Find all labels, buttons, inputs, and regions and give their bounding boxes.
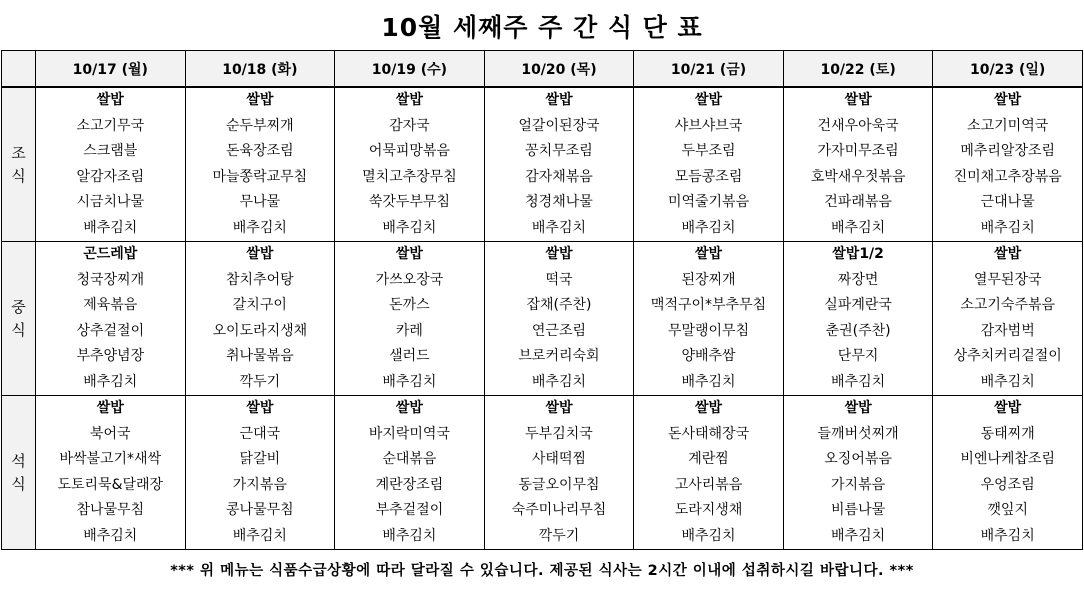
menu-item: 돈까스 [389, 297, 430, 313]
menu-item: 비름나물 [831, 502, 886, 518]
menu-item: 쌀밥 [695, 246, 723, 262]
menu-item: 마늘쫑락교무침 [212, 168, 308, 185]
menu-item: 계란찜 [688, 451, 729, 467]
menu-item: 들깨버섯찌개 [817, 425, 899, 442]
menu-cell [335, 396, 485, 550]
menu-item: 우엉조림 [980, 476, 1035, 493]
menu-item: 닭갈비 [239, 451, 281, 467]
menu-item: 숙주미나리무침 [511, 502, 607, 518]
menu-item: 짜장면 [837, 271, 879, 288]
menu-cell [933, 242, 1083, 396]
menu-cell [484, 396, 634, 550]
menu-item: 배추김치 [681, 219, 736, 236]
menu-item: 연근조림 [531, 322, 587, 339]
menu-item: 참치추어탕 [226, 271, 294, 288]
menu-cell [185, 396, 335, 550]
meal-label: 중 식 [2, 242, 36, 396]
menu-item: 건새우아욱국 [817, 117, 899, 134]
menu-cell [634, 87, 784, 242]
menu-item: 춘권(주찬) [825, 322, 891, 339]
menu-item: 제육볶음 [83, 297, 138, 313]
menu-item: 샤브샤브국 [674, 117, 743, 134]
menu-item: 꽁치무조림 [525, 143, 593, 159]
menu-item: 동글오이무침 [518, 476, 600, 493]
menu-item: 잡채(주찬) [526, 297, 592, 313]
menu-item: 쌀밥 [545, 400, 573, 416]
menu-item: 고사리볶음 [674, 476, 743, 493]
menu-item: 배추김치 [382, 527, 437, 544]
menu-item: 양배추쌈 [681, 348, 736, 364]
menu-item: 곤드레밥 [83, 246, 138, 262]
menu-item: 호박새우젓볶음 [810, 168, 906, 185]
menu-item: 배추김치 [232, 527, 287, 544]
menu-cell [783, 242, 933, 396]
menu-item: 바지락미역국 [368, 425, 450, 442]
day-header: 10/22 (토) [783, 51, 933, 88]
menu-item: 순두부찌개 [226, 117, 294, 134]
menu-item: 취나물볶음 [226, 348, 294, 364]
menu-item: 배추김치 [831, 373, 886, 390]
menu-item: 쌀밥 [96, 92, 124, 108]
menu-item: 열무된장국 [973, 271, 1042, 288]
header-corner [2, 51, 36, 88]
menu-item: 청국장찌개 [76, 271, 145, 288]
menu-item: 참나물무침 [76, 502, 145, 518]
menu-item: 알감자조림 [76, 168, 145, 185]
day-header: 10/17 (월) [36, 51, 186, 88]
menu-item: 동태찌개 [980, 425, 1035, 442]
menu-item: 카레 [395, 322, 423, 339]
meal-row-dinner [2, 396, 1083, 550]
menu-item: 얼갈이된장국 [518, 117, 600, 134]
menu-item: 배추김치 [531, 219, 587, 236]
menu-item: 맥적구이*부추무침 [650, 297, 767, 313]
menu-item: 가자미무조림 [817, 143, 899, 159]
menu-item: 소고기무국 [76, 117, 145, 134]
day-header: 10/19 (수) [335, 51, 485, 88]
menu-item: 진미채고추장볶음 [953, 168, 1062, 185]
menu-cell [36, 242, 186, 396]
menu-item: 배추김치 [681, 527, 736, 544]
menu-item: 순대볶음 [382, 451, 437, 467]
menu-item: 깻잎지 [987, 502, 1028, 518]
menu-item: 오이도라지생채 [212, 322, 308, 339]
menu-item: 배추김치 [83, 219, 138, 236]
menu-item: 쌀밥 [695, 92, 723, 108]
menu-item: 깍두기 [538, 527, 580, 544]
menu-item: 미역줄기볶음 [667, 194, 750, 210]
menu-item: 쌀밥 [545, 246, 573, 262]
menu-item: 쌀밥 [395, 246, 423, 262]
menu-item: 도라지생채 [674, 502, 743, 518]
menu-item: 바싹불고기*새싹 [59, 451, 162, 467]
menu-item: 쑥갓두부무침 [368, 194, 450, 210]
menu-item: 쌀밥 [844, 92, 872, 108]
menu-item: 배추김치 [382, 373, 437, 390]
menu-cell [36, 87, 186, 242]
menu-item: 가지볶음 [232, 476, 287, 493]
day-header: 10/23 (일) [933, 51, 1083, 88]
menu-item: 북어국 [89, 425, 131, 442]
menu-item: 상추치커리겉절이 [953, 348, 1062, 364]
menu-item: 쌀밥 [246, 400, 274, 416]
menu-cell [933, 396, 1083, 550]
menu-item: 된장찌개 [681, 271, 736, 288]
menu-item: 배추김치 [83, 527, 138, 544]
menu-item: 쌀밥 [96, 400, 124, 416]
menu-item: 쌀밥 [994, 400, 1022, 416]
menu-item: 도토리묵&달래장 [57, 476, 164, 493]
meal-row-lunch [2, 242, 1083, 396]
menu-item: 쌀밥 [395, 400, 423, 416]
menu-item: 근대국 [239, 425, 281, 442]
menu-item: 실파계란국 [824, 297, 892, 313]
menu-item: 배추김치 [83, 373, 138, 390]
menu-cell [933, 87, 1083, 242]
menu-item: 무나물 [239, 194, 281, 210]
menu-item: 무말랭이무침 [667, 322, 750, 339]
menu-cell [185, 87, 335, 242]
menu-item: 배추김치 [980, 373, 1035, 390]
menu-item: 상추겉절이 [76, 322, 145, 339]
day-header: 10/20 (목) [484, 51, 634, 88]
menu-item: 부추겉절이 [375, 502, 444, 518]
menu-item: 배추김치 [531, 373, 587, 390]
menu-item: 갈치구이 [232, 297, 287, 313]
footer-note: *** 위 메뉴는 식품수급상황에 따라 달라질 수 있습니다. 제공된 식사는 2시간 이내에 섭취하시길 바랍니다. *** [170, 563, 914, 579]
menu-item: 배추김치 [980, 219, 1035, 236]
meal-label: 석 식 [2, 396, 36, 550]
menu-item: 스크램블 [83, 143, 138, 159]
menu-cell [335, 242, 485, 396]
menu-item: 감자범벅 [980, 322, 1035, 339]
meal-label: 조 식 [2, 87, 36, 242]
menu-item: 샐러드 [389, 348, 430, 364]
menu-item: 쌀밥 [246, 92, 274, 108]
menu-item: 청경채나물 [525, 194, 593, 210]
menu-item: 돈육장조림 [226, 143, 294, 159]
weekly-menu-table [1, 50, 1083, 550]
menu-item: 배추김치 [232, 219, 287, 236]
menu-cell [783, 87, 933, 242]
menu-item: 쌀밥 [395, 92, 423, 108]
day-header: 10/18 (화) [185, 51, 335, 88]
menu-cell [634, 396, 784, 550]
meal-row-breakfast [2, 87, 1083, 242]
menu-item: 배추김치 [382, 219, 437, 236]
menu-cell [634, 242, 784, 396]
menu-item: 쌀밥 [994, 246, 1022, 262]
menu-item: 배추김치 [831, 527, 886, 544]
page-title: 10월 세째주 주 간 식 단 표 [381, 13, 703, 42]
menu-item: 두부김치국 [525, 425, 593, 442]
menu-item: 두부조림 [681, 143, 736, 159]
menu-item: 소고기숙주볶음 [960, 297, 1056, 313]
menu-item: 사태떡찜 [531, 451, 587, 467]
menu-item: 가지볶음 [831, 476, 886, 493]
menu-item: 쌀밥1/2 [832, 246, 884, 262]
menu-item: 모듬콩조림 [674, 168, 743, 185]
menu-item: 단무지 [837, 348, 879, 364]
menu-item: 배추김치 [831, 219, 886, 236]
menu-cell [335, 87, 485, 242]
menu-item: 감자국 [389, 117, 430, 134]
menu-item: 감자채볶음 [525, 168, 593, 185]
menu-cell [36, 396, 186, 550]
menu-item: 근대나물 [980, 194, 1035, 210]
menu-item: 시금치나물 [76, 194, 145, 210]
menu-item: 깍두기 [239, 373, 281, 390]
menu-item: 떡국 [545, 271, 573, 288]
menu-item: 계란장조림 [375, 476, 444, 493]
menu-item: 오징어볶음 [824, 451, 892, 467]
menu-item: 쌀밥 [695, 400, 723, 416]
menu-cell [185, 242, 335, 396]
menu-item: 콩나물무침 [226, 502, 294, 518]
menu-item: 쌀밥 [844, 400, 872, 416]
menu-item: 쌀밥 [994, 92, 1022, 108]
menu-item: 배추김치 [681, 373, 736, 390]
menu-cell [783, 396, 933, 550]
menu-item: 소고기미역국 [967, 117, 1049, 134]
table-header-row [2, 51, 1083, 88]
menu-item: 어묵피망볶음 [368, 143, 450, 159]
menu-item: 건파래볶음 [824, 194, 892, 210]
menu-item: 멸치고추장무침 [362, 168, 457, 185]
menu-item: 부추양념장 [76, 348, 145, 364]
menu-item: 배추김치 [980, 527, 1035, 544]
menu-item: 메추리알장조림 [960, 143, 1056, 159]
menu-cell [484, 87, 634, 242]
menu-item: 돈사태해장국 [667, 425, 750, 442]
menu-item: 비엔나케찹조림 [960, 451, 1056, 467]
day-header: 10/21 (금) [634, 51, 784, 88]
menu-cell [484, 242, 634, 396]
menu-item: 브로커리숙회 [518, 348, 600, 364]
menu-item: 가쓰오장국 [375, 271, 444, 288]
menu-item: 쌀밥 [545, 92, 573, 108]
menu-item: 쌀밥 [246, 246, 274, 262]
